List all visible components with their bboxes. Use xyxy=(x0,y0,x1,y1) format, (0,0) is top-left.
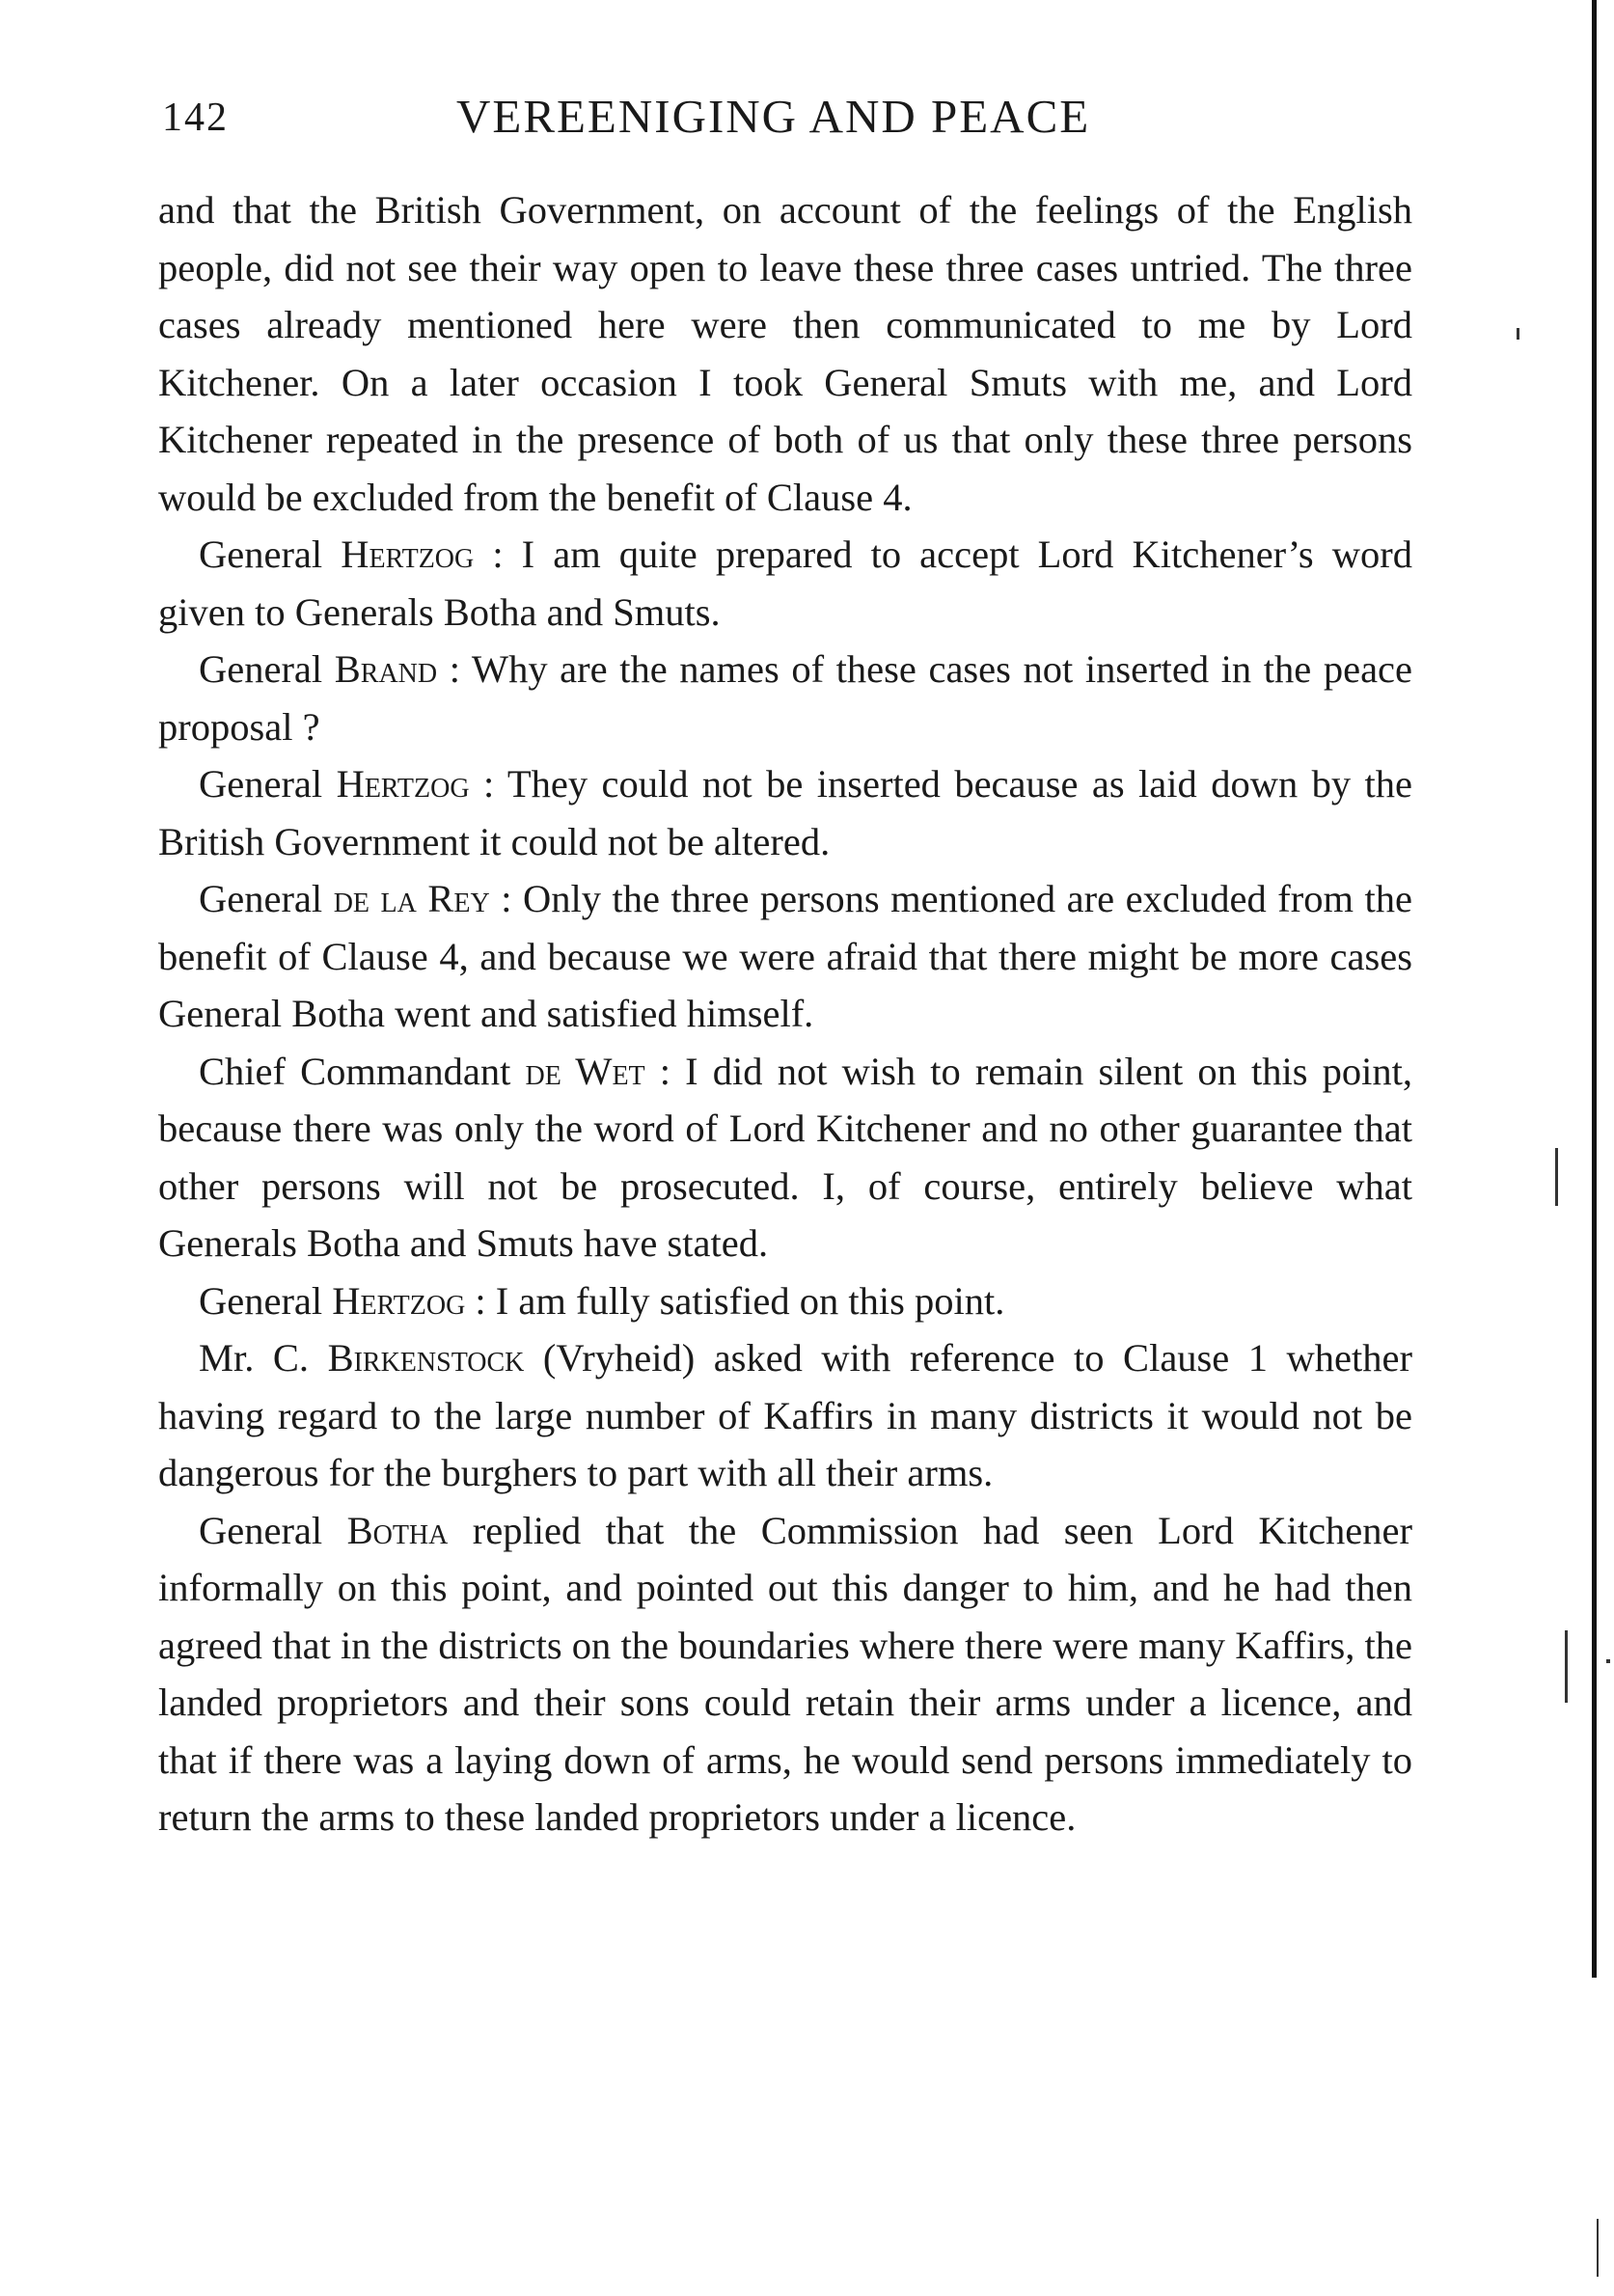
paragraph-text: General xyxy=(199,877,334,920)
speaker-name: Hertzog xyxy=(332,1278,466,1323)
paragraph-text: : I am fully satisfied on this point. xyxy=(465,1278,1005,1323)
paragraph-text: General xyxy=(199,1508,347,1552)
paragraph-text: : Why are the names of these cases not inserted in the peace proposal ? xyxy=(158,647,1412,749)
page-number: 142 xyxy=(162,96,229,140)
paragraph-text: : They could not be inserted because as laid down by the British Government it could not be altered. xyxy=(158,762,1412,863)
paragraph-text: : I am quite prepared to accept Lord Kitchener’s word given to Generals Botha and Smuts. xyxy=(158,533,1412,634)
paragraph xyxy=(158,526,1412,641)
running-head: VEREENIGING AND PEACE xyxy=(456,90,1091,143)
paragraph-text: : Only the three persons mentioned are excluded from the benefit of Clause 4, and because we were afraid that there might be more cases General Botha went and satisfied himself. xyxy=(158,877,1412,1035)
page-edge-shadow xyxy=(1592,0,1597,1978)
paragraph-text: and that the British Government, on account of the feelings of the English people, did not see their way open to leave these three cases untried. The three cases already mentioned here were then communicated to me by Lord Kitchener. On a later occasion I took General Smuts with me, and Lord Kitchener repeated in the presence of both of us that only these three persons would be excluded from the benefit of Clause 4. xyxy=(158,188,1412,519)
paragraph-text: : I did not wish to remain silent on this point, because there was only the word of Lord Kitchener and no other guarantee that other persons will not be prosecuted. I, of course, entirely believe what Generals Botha and Smuts have stated. xyxy=(158,1049,1413,1265)
ink-speck xyxy=(1565,1630,1568,1703)
ink-speck xyxy=(1555,1148,1558,1206)
speaker-name: Hertzog xyxy=(336,762,470,806)
paragraph-text: Chief Commandant xyxy=(199,1049,526,1093)
paragraph-text: General xyxy=(199,762,337,806)
speaker-name: Birkenstock xyxy=(327,1336,525,1380)
paragraph-text: General xyxy=(199,533,342,576)
ink-speck xyxy=(1597,2219,1599,2277)
speaker-name: Botha xyxy=(346,1508,449,1552)
paragraph xyxy=(158,870,1412,1043)
page-header xyxy=(162,89,1416,147)
speaker-name: de la Rey xyxy=(333,877,490,920)
paragraph xyxy=(158,641,1412,755)
paragraph-text: replied that the Commission had seen Lord Kitchener informally on this point, and pointed out this danger to him, and he had then agreed that in the districts on the boundaries where there were many Kaffirs, the landed proprietors and their sons could retain their arms under a licence, and that if there was a laying down of arms, he would send persons immediately to return the arms to these landed proprietors under a licence. xyxy=(158,1508,1412,1839)
paragraph xyxy=(158,1043,1412,1272)
speaker-name: Hertzog xyxy=(341,533,475,576)
paragraph-text: Mr. C. xyxy=(199,1336,328,1380)
paragraph xyxy=(158,1329,1412,1502)
speaker-name: de Wet xyxy=(525,1049,645,1093)
speaker-name: Brand xyxy=(334,647,438,691)
paragraph-text: (Vryheid) asked with reference to Clause 1 whether having regard to the large number of Kaffirs in many districts it would not be dangerous for the burghers to part with all their arms. xyxy=(158,1336,1412,1494)
body-text xyxy=(158,181,1412,1846)
paragraph xyxy=(158,755,1412,870)
paragraph xyxy=(158,1502,1412,1846)
paragraph-text: General xyxy=(199,647,335,691)
ink-speck xyxy=(1606,1659,1610,1663)
ink-speck xyxy=(1517,328,1519,340)
paragraph xyxy=(158,181,1412,526)
paragraph-text: General xyxy=(199,1278,333,1323)
paragraph xyxy=(158,1272,1412,1330)
